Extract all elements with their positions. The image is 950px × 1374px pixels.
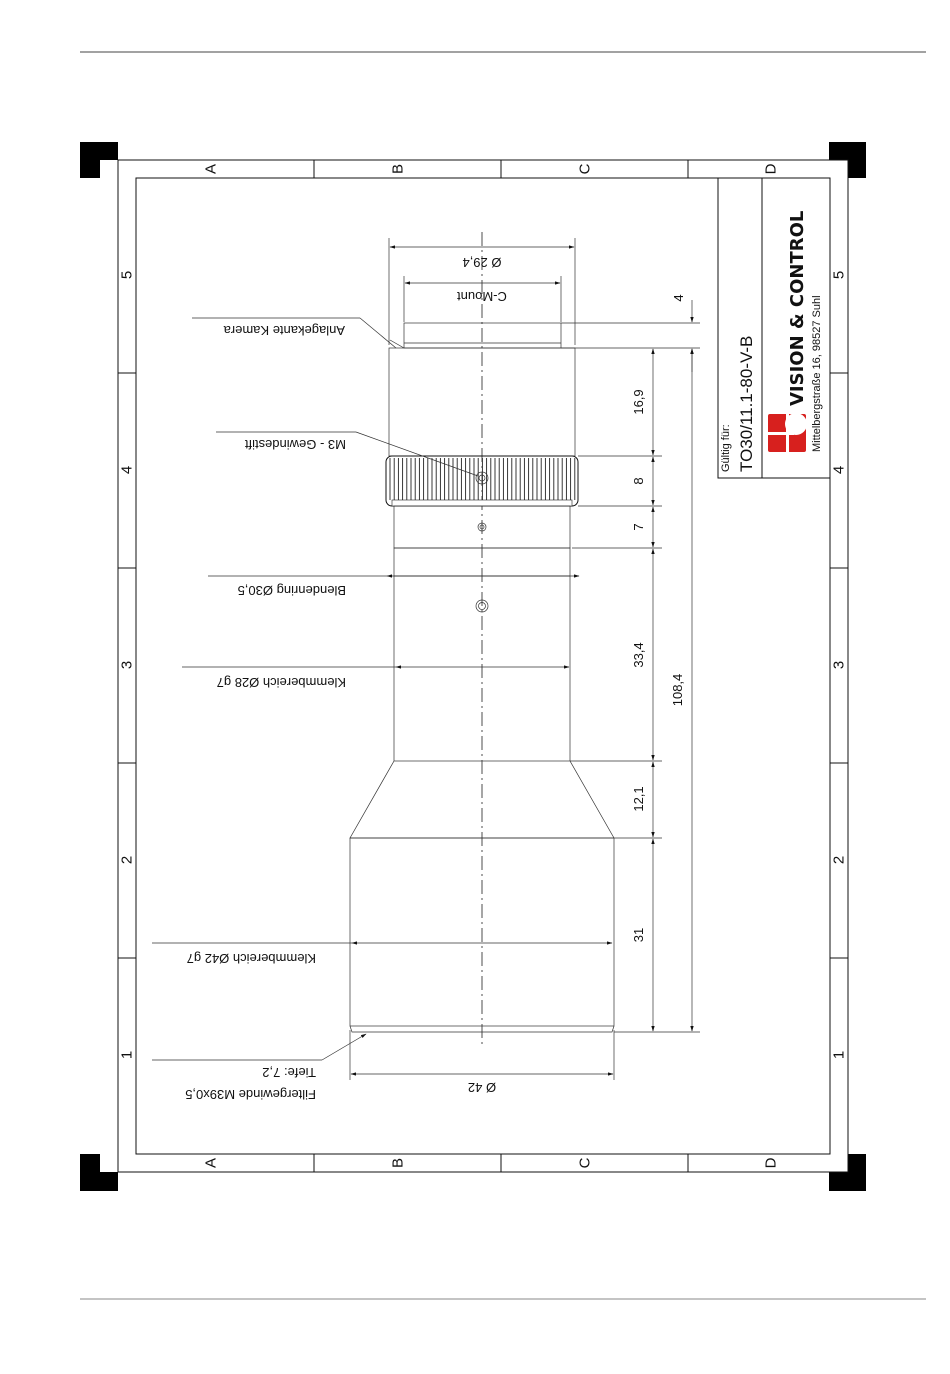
col-b-bottom: B — [389, 1157, 407, 1169]
outer-frame — [118, 160, 848, 1172]
dim-c-mount: C-Mount — [457, 289, 507, 304]
dim-16-9: 16,9 — [631, 389, 646, 415]
callouts — [152, 318, 478, 1102]
col-d-top: D — [762, 163, 780, 175]
callout-anlagekante: Anlagekante Kamera — [223, 323, 345, 338]
length-dimensions — [561, 294, 700, 1032]
zone-dividers — [118, 160, 848, 1172]
valid-for-label: Gültig für: — [720, 424, 732, 472]
callout-blendenring: Blendenring Ø30,5 — [237, 583, 346, 598]
dim-d29-4: Ø 29,4 — [462, 255, 502, 270]
row-4-left: 4 — [118, 465, 136, 475]
col-a-top: A — [202, 163, 220, 175]
row-5-right: 5 — [830, 270, 848, 280]
row-3-right: 3 — [830, 660, 848, 670]
callout-klemm42: Klemmbereich Ø42 g7 — [186, 951, 316, 966]
col-c-bottom: C — [576, 1157, 594, 1169]
row-2-left: 2 — [118, 855, 136, 865]
dim-8: 8 — [631, 477, 646, 485]
dim-33-4: 33,4 — [631, 642, 646, 668]
row-1-left: 1 — [118, 1050, 136, 1060]
row-4-right: 4 — [830, 465, 848, 475]
company-address: Mittelbergstraße 16, 98527 Suhl — [811, 295, 823, 452]
company-logo — [768, 211, 808, 452]
callout-tiefe: Tiefe: 7,2 — [262, 1065, 316, 1080]
row-2-right: 2 — [830, 855, 848, 865]
dim-4: 4 — [671, 294, 686, 302]
callout-filtergewinde: Filtergewinde M39x0,5 — [185, 1087, 316, 1102]
dim-d42: Ø 42 — [467, 1080, 497, 1095]
title-block — [718, 178, 830, 478]
col-c-top: C — [576, 163, 594, 175]
col-a-bottom: A — [202, 1157, 220, 1169]
dim-12-1: 12,1 — [631, 786, 646, 812]
callout-klemm28: Klemmbereich Ø28 g7 — [216, 675, 346, 690]
row-1-right: 1 — [830, 1050, 848, 1060]
company-name: VISION & CONTROL — [787, 210, 808, 406]
dim-31: 31 — [631, 927, 646, 943]
column-letters — [203, 163, 780, 1168]
col-d-bottom: D — [762, 1157, 780, 1169]
dim-108-4: 108,4 — [670, 673, 685, 707]
row-3-left: 3 — [118, 660, 136, 670]
col-b-top: B — [389, 163, 407, 175]
dim-7: 7 — [631, 523, 646, 531]
callout-m3: M3 - Gewindestift — [244, 437, 346, 452]
part-number: TO30/11.1-80-V-B — [737, 335, 756, 472]
row-5-left: 5 — [118, 270, 136, 280]
